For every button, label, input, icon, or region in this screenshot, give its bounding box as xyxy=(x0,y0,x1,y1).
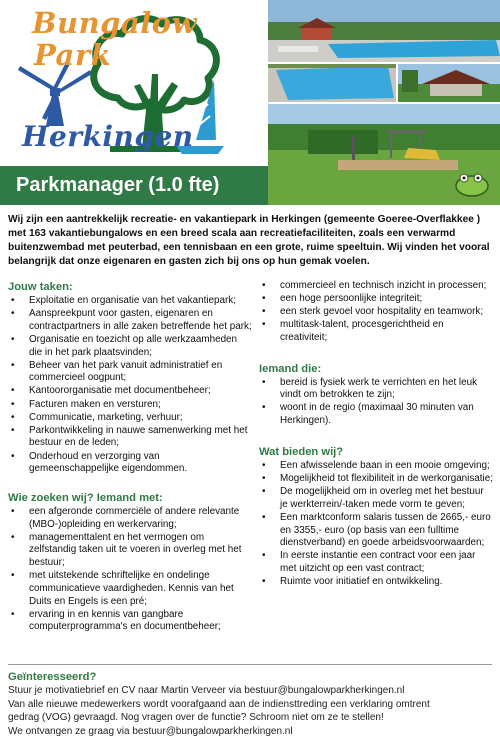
footer-heading: Geïnteresseerd? xyxy=(8,671,97,683)
section-iemand xyxy=(259,362,493,428)
list-item: • managementtalent en het vermogen om zelfstandig taken uit te voeren in overleg met het bestuur; xyxy=(8,532,252,570)
list-item: • een hoge persoonlijke integriteit; xyxy=(259,293,493,306)
section-eigenschappen xyxy=(259,280,493,345)
list-item: • ervaring in en kennis van gangbare computerprogramma's en documentbeheer; xyxy=(8,609,252,634)
footer-contact xyxy=(8,670,494,738)
list-item: • commercieel en technisch inzicht in processen; xyxy=(259,280,493,293)
zoeken-list xyxy=(8,506,252,634)
page-title: Parkmanager (1.0 fte) xyxy=(16,174,220,196)
bieden-list xyxy=(259,460,493,589)
list-item: • Exploitatie en organisatie van het vakantiepark; xyxy=(8,295,252,308)
iemand-heading: Iemand die: xyxy=(259,362,322,375)
list-item: • De mogelijkheid om in overleg met het bestuur je werkterrein/-taken mede vorm te geven; xyxy=(259,486,493,511)
list-item: • Mogelijkheid tot flexibiliteit in de werkorganisatie; xyxy=(259,473,493,486)
list-item: • Kantoororganisatie met documentbeheer; xyxy=(8,385,252,398)
pool-photo xyxy=(268,0,500,62)
bungalow-photo xyxy=(398,64,500,102)
zoeken-heading: Wie zoeken wij? Iemand met: xyxy=(8,491,163,504)
taken-list xyxy=(8,295,252,476)
footer-line: Van alle nieuwe medewerkers wordt voorafgaand aan de indiensttreding een verklaring omtrent xyxy=(8,698,430,710)
list-item: • Organisatie en toezicht op alle werkzaamheden die in het park plaatsvinden; xyxy=(8,334,252,359)
left-column xyxy=(8,280,252,635)
list-item: • Facturen maken en versturen; xyxy=(8,399,252,412)
footer-line: Stuur je motivatiebrief en CV naar Martin Verveer via bestuur@bungalowparkherkingen.nl xyxy=(8,685,405,696)
list-item: • Communicatie, marketing, verhuur; xyxy=(8,412,252,425)
list-item: • een afgeronde commerciële of andere relevante (MBO-)opleiding en werkervaring; xyxy=(8,506,252,531)
list-item: • Een marktconform salaris tussen de 2665,- euro en 3355,- euro (op basis van een fulltime dienstverband) en goede arbeidsvoorwaarden; xyxy=(259,512,493,550)
footer-line: gedrag (VOG) gevraagd. Nog vragen over de functie? Schroom niet om ze te stellen! xyxy=(8,712,384,723)
title-band xyxy=(0,166,268,205)
list-item: • bereid is fysiek werk te verrichten en het leuk vindt om betrokken te zijn; xyxy=(259,377,493,402)
intro-paragraph: Wij zijn een aantrekkelijk recreatie- en vakantiepark in Herkingen (gemeente Goeree-Overflakkee ) met 163 vakantiebungalows en een breed scala aan recreatiefaciliteiten, zoals een verwarmd buitenzwembad met peuterbad, een tennisbaan en een grote, ruime speeltuin. Wij vinden het vooral belangrijk dat onze eigenaren en gasten zich bij ons op hun gemak voelen. xyxy=(8,214,490,267)
list-item: • multitask-talent, procesgerichtheid en creativiteit; xyxy=(259,319,493,344)
list-item: • Ruimte voor initiatief en ontwikkeling. xyxy=(259,576,493,589)
wading-pool-photo xyxy=(268,64,396,102)
list-item: • Parkontwikkeling in nauwe samenwerking met het bestuur en de leden; xyxy=(8,425,252,450)
list-item: • Onderhoud en verzorging van gemeenschappelijke eigendommen. xyxy=(8,451,252,476)
list-item: • met uitstekende schriftelijke en ondelinge communicatieve vaardigheden. Kennis van het Duits en Engels is een pré; xyxy=(8,570,252,608)
list-item: • Beheer van het park vanuit administratief en commercieel oogpunt; xyxy=(8,360,252,385)
iemand-list xyxy=(259,377,493,428)
list-item: • In eerste instantie een contract voor een jaar met uitzicht op een vast contract; xyxy=(259,550,493,575)
footer-line: We ontvangen ze graag via bestuur@bungalowparkherkingen.nl xyxy=(8,725,293,737)
section-bieden xyxy=(259,445,493,589)
logo-text-bungalow: Bungalow xyxy=(32,6,198,40)
section-taken xyxy=(8,280,252,476)
list-item: • woont in de regio (maximaal 30 minuten van Herkingen). xyxy=(259,402,493,427)
footer-divider xyxy=(8,664,492,665)
bieden-heading: Wat bieden wij? xyxy=(259,445,344,458)
logo-text-herkingen: Herkingen xyxy=(22,120,194,153)
taken-heading: Jouw taken: xyxy=(8,281,73,293)
right-column xyxy=(259,280,493,589)
playground-photo xyxy=(268,104,500,205)
logo-text-park: Park xyxy=(34,38,112,72)
eigenschappen-list xyxy=(259,280,493,345)
list-item: • Aanspreekpunt voor gasten, eigenaren en contractpartners in alle zaken betreffende het park; xyxy=(8,308,252,333)
header xyxy=(0,0,500,205)
section-zoeken xyxy=(8,491,252,634)
list-item: • een sterk gevoel voor hospitality en teamwork; xyxy=(259,306,493,319)
park-photo-collage xyxy=(268,0,500,205)
list-item: • Een afwisselende baan in een mooie omgeving; xyxy=(259,460,493,473)
